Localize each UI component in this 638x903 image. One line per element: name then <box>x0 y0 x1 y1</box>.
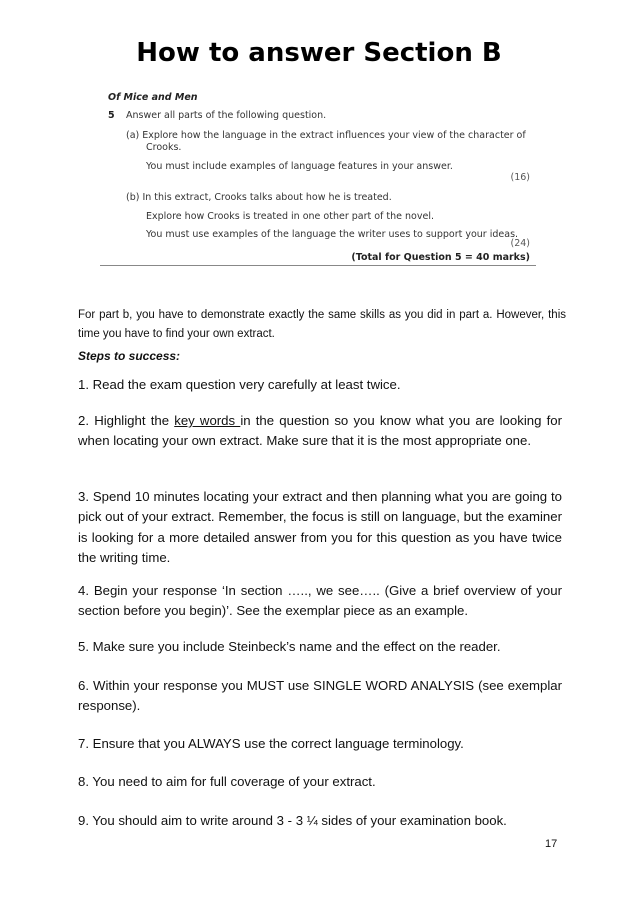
page-number: 17 <box>545 838 558 850</box>
step-7: 7. Ensure that you ALWAYS use the correct language terminology. <box>78 736 464 751</box>
step-4: 4. Begin your response ‘In section ….., we see….. (Give a brief overview of your section before you begin)’. See the exemplar piece as an example. <box>78 583 562 619</box>
part-b-marks: (24) <box>510 238 530 249</box>
step-2-rest: in the question so you know what you are looking for when locating your own extract. Make sure that it is the most appropriate one. <box>78 413 563 449</box>
step-3: 3. Spend 10 minutes locating your extract and then planning what you are going to pick out of your extract. Remember, the focus is still on language, but the examiner is looking for a more detailed answer from you for this question as you have twice the writing time. <box>78 489 562 565</box>
part-b-must: You must use examples of the language the writer uses to support your ideas. <box>146 229 519 240</box>
step-2-key-words: key words <box>174 413 241 428</box>
question-number: 5 <box>108 110 115 121</box>
question-subject: Of Mice and Men <box>108 92 198 103</box>
step-5: 5. Make sure you include Steinbeck’s name and the effect on the reader. <box>78 639 501 654</box>
page-title: How to answer Section B <box>136 38 502 68</box>
steps-heading: Steps to success: <box>78 349 181 363</box>
exam-question-image <box>104 92 536 272</box>
part-b-line1: (b) In this extract, Crooks talks about how he is treated. <box>126 192 392 203</box>
part-a-line1: (a) Explore how the language in the extract influences your view of the character of <box>126 130 526 141</box>
part-b-line2: Explore how Crooks is treated in one other part of the novel. <box>146 211 434 222</box>
part-a-line2: Crooks. <box>146 142 182 153</box>
step-9: 9. You should aim to write around 3 - 3 ¼ sides of your examination book. <box>78 813 507 828</box>
question-total: (Total for Question 5 = 40 marks) <box>351 252 530 263</box>
intro-paragraph: For part b, you have to demonstrate exactly the same skills as you did in part a. However, this time you have to find your own extract. <box>78 309 566 340</box>
step-1: 1. Read the exam question very carefully at least twice. <box>78 377 401 392</box>
question-instruction: Answer all parts of the following question. <box>126 110 327 121</box>
step-6: 6. Within your response you MUST use SINGLE WORD ANALYSIS (see exemplar response). <box>78 678 562 714</box>
part-a-marks: (16) <box>510 172 530 183</box>
part-a-must: You must include examples of language features in your answer. <box>146 161 453 172</box>
question-divider <box>100 265 536 266</box>
step-8: 8. You need to aim for full coverage of your extract. <box>78 774 376 789</box>
step-2-start: 2. Highlight the <box>78 413 175 428</box>
step-2 <box>78 411 562 452</box>
